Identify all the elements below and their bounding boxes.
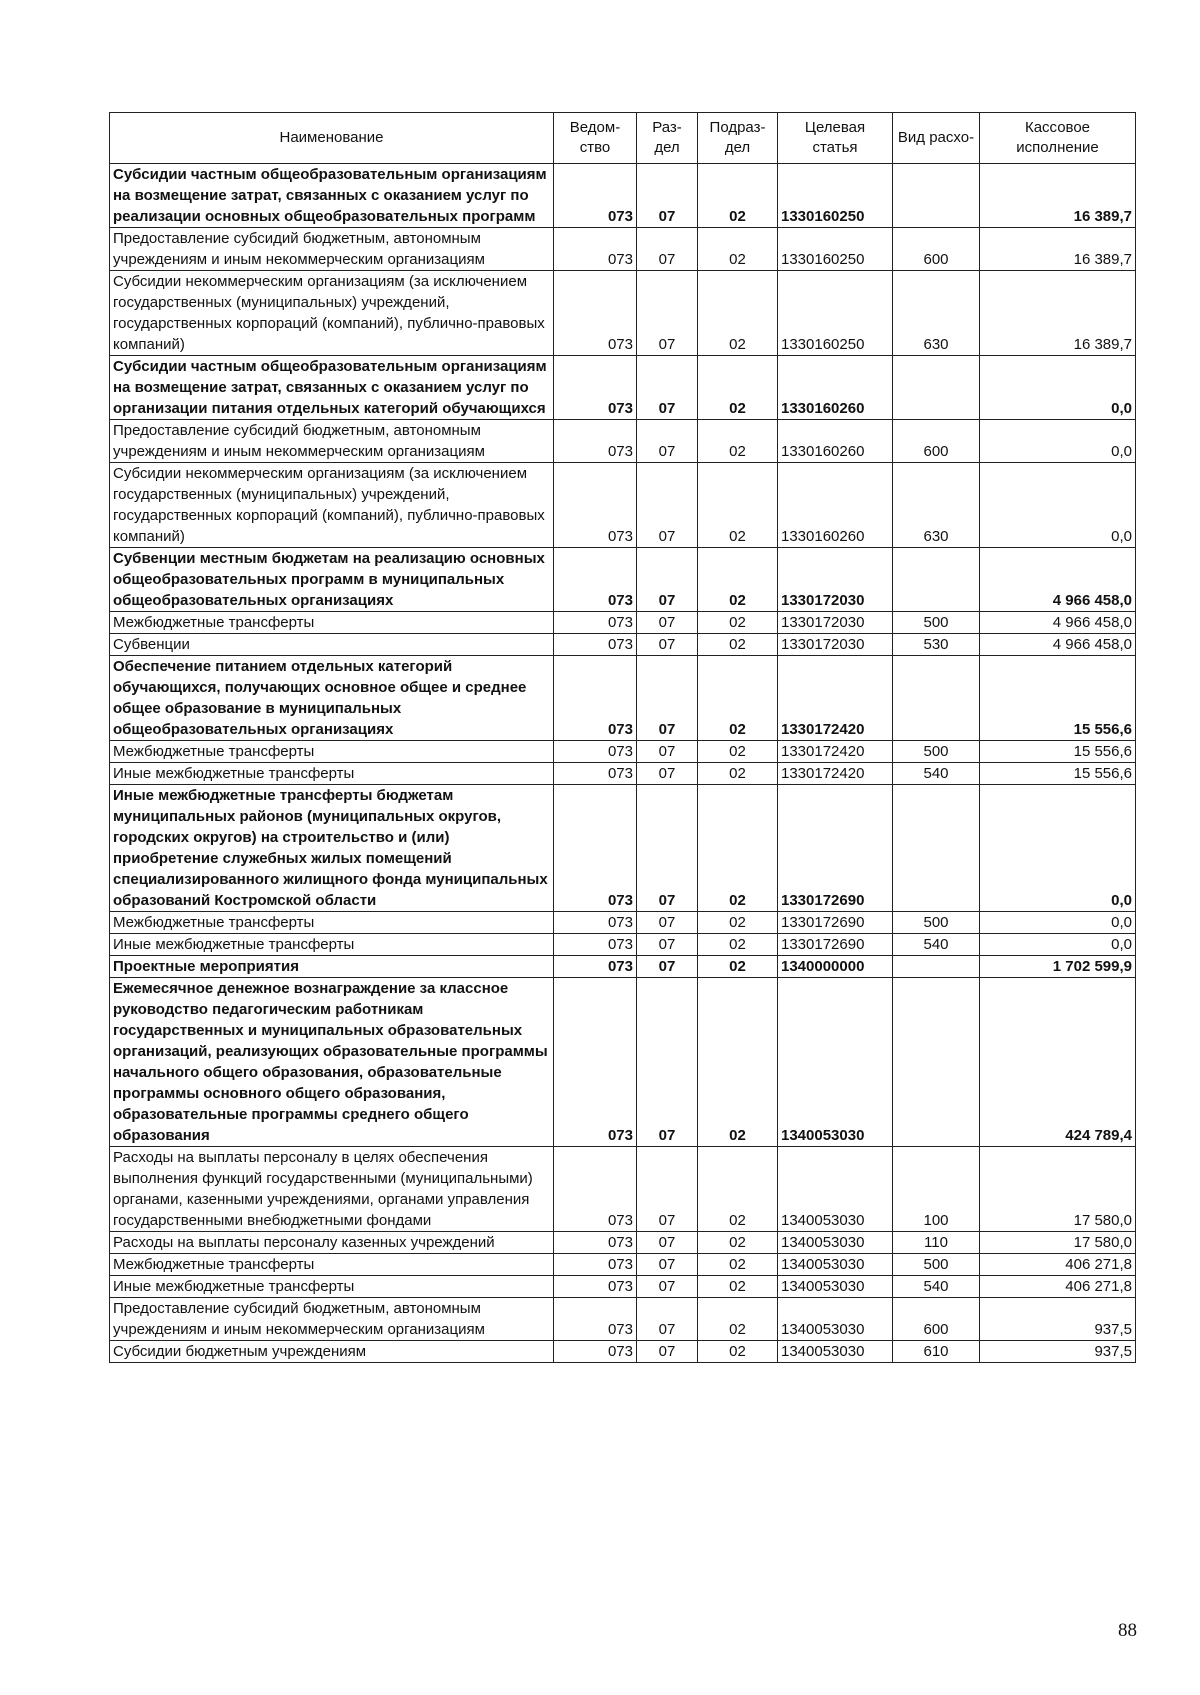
row-podrazdel: 02 (698, 548, 778, 612)
row-razdel: 07 (637, 956, 698, 978)
row-podrazdel: 02 (698, 1232, 778, 1254)
row-vid (893, 356, 980, 420)
row-razdel: 07 (637, 1254, 698, 1276)
row-vid: 500 (893, 912, 980, 934)
row-podrazdel: 02 (698, 741, 778, 763)
row-podrazdel: 02 (698, 912, 778, 934)
row-vid (893, 956, 980, 978)
row-vedom: 073 (554, 420, 637, 463)
row-vedom: 073 (554, 978, 637, 1147)
row-kassa: 406 271,8 (980, 1276, 1136, 1298)
row-razdel: 07 (637, 228, 698, 271)
row-kassa: 0,0 (980, 934, 1136, 956)
row-name: Обеспечение питанием отдельных категорий обучающихся, получающих основное общее и среднее общее образование в муниципальных общеобразовательных организациях (110, 656, 554, 741)
row-celevaya: 1330160260 (778, 420, 893, 463)
row-kassa: 937,5 (980, 1341, 1136, 1363)
row-vid (893, 164, 980, 228)
row-celevaya: 1340053030 (778, 1232, 893, 1254)
header-kassa: Кассовое исполнение (980, 113, 1136, 164)
row-podrazdel: 02 (698, 1254, 778, 1276)
row-name: Субвенции (110, 634, 554, 656)
table-row (110, 912, 1136, 934)
row-vid: 600 (893, 1298, 980, 1341)
row-vedom: 073 (554, 463, 637, 548)
row-kassa: 17 580,0 (980, 1147, 1136, 1232)
row-celevaya: 1330172030 (778, 634, 893, 656)
table-row (110, 763, 1136, 785)
row-razdel: 07 (637, 934, 698, 956)
row-name: Субвенции местным бюджетам на реализацию основных общеобразовательных программ в муниципальных общеобразовательных организациях (110, 548, 554, 612)
row-name: Предоставление субсидий бюджетным, автономным учреждениям и иным некоммерческим организациям (110, 228, 554, 271)
row-name: Межбюджетные трансферты (110, 612, 554, 634)
row-vedom: 073 (554, 1147, 637, 1232)
row-name: Ежемесячное денежное вознаграждение за классное руководство педагогическим работникам государственных и муниципальных образовательных организаций, реализующих образовательные программы начального общего образования, образовательные программы основного общего образования, образовательные программы среднего общего образования (110, 978, 554, 1147)
row-vid: 500 (893, 741, 980, 763)
row-celevaya: 1340053030 (778, 978, 893, 1147)
row-vedom: 073 (554, 741, 637, 763)
table-row (110, 271, 1136, 356)
row-celevaya: 1330160260 (778, 463, 893, 548)
row-podrazdel: 02 (698, 271, 778, 356)
row-name: Межбюджетные трансферты (110, 741, 554, 763)
row-vid: 540 (893, 934, 980, 956)
row-razdel: 07 (637, 164, 698, 228)
table-row (110, 1298, 1136, 1341)
row-celevaya: 1330160250 (778, 228, 893, 271)
row-vid (893, 656, 980, 741)
row-celevaya: 1340053030 (778, 1147, 893, 1232)
row-vedom: 073 (554, 956, 637, 978)
row-vedom: 073 (554, 763, 637, 785)
row-name: Иные межбюджетные трансферты (110, 934, 554, 956)
row-kassa: 0,0 (980, 420, 1136, 463)
table-body (110, 164, 1136, 1363)
row-razdel: 07 (637, 1276, 698, 1298)
row-name: Расходы на выплаты персоналу в целях обеспечения выполнения функций государственными (муниципальными) органами, казенными учреждениями, органами управления государственными внебюджетными фондами (110, 1147, 554, 1232)
row-razdel: 07 (637, 1147, 698, 1232)
table-row (110, 164, 1136, 228)
row-razdel: 07 (637, 1232, 698, 1254)
row-vid: 630 (893, 271, 980, 356)
header-name: Наименование (110, 113, 554, 164)
row-razdel: 07 (637, 1298, 698, 1341)
table-row (110, 656, 1136, 741)
table-row (110, 228, 1136, 271)
row-celevaya: 1340053030 (778, 1298, 893, 1341)
row-vid: 630 (893, 463, 980, 548)
row-name: Проектные мероприятия (110, 956, 554, 978)
row-podrazdel: 02 (698, 1147, 778, 1232)
row-razdel: 07 (637, 271, 698, 356)
table-row (110, 612, 1136, 634)
header-podrazdel: Подраз-дел (698, 113, 778, 164)
row-vedom: 073 (554, 1254, 637, 1276)
row-kassa: 4 966 458,0 (980, 612, 1136, 634)
row-kassa: 16 389,7 (980, 164, 1136, 228)
row-vedom: 073 (554, 356, 637, 420)
row-celevaya: 1330172420 (778, 656, 893, 741)
row-podrazdel: 02 (698, 1298, 778, 1341)
table-row (110, 934, 1136, 956)
row-vid: 540 (893, 763, 980, 785)
row-razdel: 07 (637, 656, 698, 741)
row-name: Расходы на выплаты персоналу казенных учреждений (110, 1232, 554, 1254)
row-name: Субсидии некоммерческим организациям (за исключением государственных (муниципальных) учреждений, государственных корпораций (компаний), публично-правовых компаний) (110, 271, 554, 356)
row-podrazdel: 02 (698, 356, 778, 420)
row-podrazdel: 02 (698, 463, 778, 548)
row-celevaya: 1340053030 (778, 1276, 893, 1298)
table-row (110, 463, 1136, 548)
row-podrazdel: 02 (698, 785, 778, 912)
table-row (110, 741, 1136, 763)
row-celevaya: 1330160250 (778, 271, 893, 356)
row-vedom: 073 (554, 656, 637, 741)
row-razdel: 07 (637, 912, 698, 934)
row-vid: 100 (893, 1147, 980, 1232)
row-vid: 110 (893, 1232, 980, 1254)
row-kassa: 1 702 599,9 (980, 956, 1136, 978)
row-kassa: 16 389,7 (980, 271, 1136, 356)
header-vid: Вид расхо- (893, 113, 980, 164)
row-celevaya: 1330172030 (778, 548, 893, 612)
table-row (110, 1341, 1136, 1363)
row-vedom: 073 (554, 271, 637, 356)
row-celevaya: 1330172690 (778, 785, 893, 912)
row-kassa: 424 789,4 (980, 978, 1136, 1147)
row-name: Субсидии бюджетным учреждениям (110, 1341, 554, 1363)
row-vedom: 073 (554, 612, 637, 634)
page-number: 88 (1118, 1620, 1137, 1641)
row-razdel: 07 (637, 634, 698, 656)
row-razdel: 07 (637, 978, 698, 1147)
row-razdel: 07 (637, 356, 698, 420)
row-name: Предоставление субсидий бюджетным, автономным учреждениям и иным некоммерческим организациям (110, 1298, 554, 1341)
row-vid: 600 (893, 228, 980, 271)
row-razdel: 07 (637, 420, 698, 463)
row-kassa: 16 389,7 (980, 228, 1136, 271)
row-vid: 610 (893, 1341, 980, 1363)
row-kassa: 4 966 458,0 (980, 548, 1136, 612)
row-vedom: 073 (554, 1298, 637, 1341)
row-celevaya: 1330172420 (778, 763, 893, 785)
row-kassa: 17 580,0 (980, 1232, 1136, 1254)
header-vedom: Ведом-ство (554, 113, 637, 164)
row-name: Субсидии частным общеобразовательным организациям на возмещение затрат, связанных с оказанием услуг по реализации основных общеобразовательных программ (110, 164, 554, 228)
row-razdel: 07 (637, 463, 698, 548)
row-razdel: 07 (637, 741, 698, 763)
row-celevaya: 1340053030 (778, 1341, 893, 1363)
table-row (110, 1232, 1136, 1254)
row-podrazdel: 02 (698, 1341, 778, 1363)
row-name: Иные межбюджетные трансферты бюджетам муниципальных районов (муниципальных округов, городских округов) на строительство и (или) приобретение служебных жилых помещений специализированного жилищного фонда муниципальных образований Костромской области (110, 785, 554, 912)
row-vedom: 073 (554, 634, 637, 656)
header-celevaya: Целевая статья (778, 113, 893, 164)
row-podrazdel: 02 (698, 978, 778, 1147)
row-celevaya: 1330172030 (778, 612, 893, 634)
header-razdel: Раз-дел (637, 113, 698, 164)
row-vedom: 073 (554, 548, 637, 612)
row-razdel: 07 (637, 612, 698, 634)
row-kassa: 0,0 (980, 463, 1136, 548)
row-razdel: 07 (637, 785, 698, 912)
table-row (110, 978, 1136, 1147)
row-podrazdel: 02 (698, 164, 778, 228)
row-vedom: 073 (554, 164, 637, 228)
table-row (110, 356, 1136, 420)
table-row (110, 634, 1136, 656)
table-row (110, 548, 1136, 612)
table-row (110, 1147, 1136, 1232)
row-vid (893, 978, 980, 1147)
row-vedom: 073 (554, 912, 637, 934)
row-vid: 530 (893, 634, 980, 656)
row-celevaya: 1330172420 (778, 741, 893, 763)
row-vid (893, 548, 980, 612)
table-row (110, 1276, 1136, 1298)
row-vedom: 073 (554, 1341, 637, 1363)
row-podrazdel: 02 (698, 656, 778, 741)
row-razdel: 07 (637, 763, 698, 785)
row-kassa: 15 556,6 (980, 741, 1136, 763)
row-vid (893, 785, 980, 912)
row-kassa: 406 271,8 (980, 1254, 1136, 1276)
row-kassa: 15 556,6 (980, 656, 1136, 741)
row-vid: 500 (893, 1254, 980, 1276)
row-podrazdel: 02 (698, 1276, 778, 1298)
row-name: Иные межбюджетные трансферты (110, 1276, 554, 1298)
row-vedom: 073 (554, 228, 637, 271)
row-celevaya: 1330172690 (778, 912, 893, 934)
table-header (110, 113, 1136, 164)
table-row (110, 956, 1136, 978)
row-podrazdel: 02 (698, 934, 778, 956)
table-row (110, 420, 1136, 463)
row-podrazdel: 02 (698, 420, 778, 463)
row-name: Предоставление субсидий бюджетным, автономным учреждениям и иным некоммерческим организациям (110, 420, 554, 463)
row-podrazdel: 02 (698, 763, 778, 785)
row-name: Межбюджетные трансферты (110, 1254, 554, 1276)
row-kassa: 15 556,6 (980, 763, 1136, 785)
row-razdel: 07 (637, 1341, 698, 1363)
row-kassa: 937,5 (980, 1298, 1136, 1341)
table-row (110, 785, 1136, 912)
row-vedom: 073 (554, 785, 637, 912)
row-kassa: 0,0 (980, 785, 1136, 912)
row-vid: 600 (893, 420, 980, 463)
row-celevaya: 1330172690 (778, 934, 893, 956)
table-row (110, 1254, 1136, 1276)
row-podrazdel: 02 (698, 612, 778, 634)
row-celevaya: 1340053030 (778, 1254, 893, 1276)
row-name: Субсидии частным общеобразовательным организациям на возмещение затрат, связанных с оказанием услуг по организации питания отдельных категорий обучающихся (110, 356, 554, 420)
row-kassa: 4 966 458,0 (980, 634, 1136, 656)
row-vid: 540 (893, 1276, 980, 1298)
row-vedom: 073 (554, 934, 637, 956)
row-celevaya: 1330160260 (778, 356, 893, 420)
row-celevaya: 1340000000 (778, 956, 893, 978)
row-name: Межбюджетные трансферты (110, 912, 554, 934)
row-razdel: 07 (637, 548, 698, 612)
budget-table (109, 112, 1136, 1363)
row-celevaya: 1330160250 (778, 164, 893, 228)
row-name: Субсидии некоммерческим организациям (за исключением государственных (муниципальных) учреждений, государственных корпораций (компаний), публично-правовых компаний) (110, 463, 554, 548)
row-name: Иные межбюджетные трансферты (110, 763, 554, 785)
row-vedom: 073 (554, 1276, 637, 1298)
row-vedom: 073 (554, 1232, 637, 1254)
row-podrazdel: 02 (698, 228, 778, 271)
header-row (110, 113, 1136, 164)
row-kassa: 0,0 (980, 912, 1136, 934)
row-kassa: 0,0 (980, 356, 1136, 420)
row-podrazdel: 02 (698, 956, 778, 978)
row-podrazdel: 02 (698, 634, 778, 656)
row-vid: 500 (893, 612, 980, 634)
